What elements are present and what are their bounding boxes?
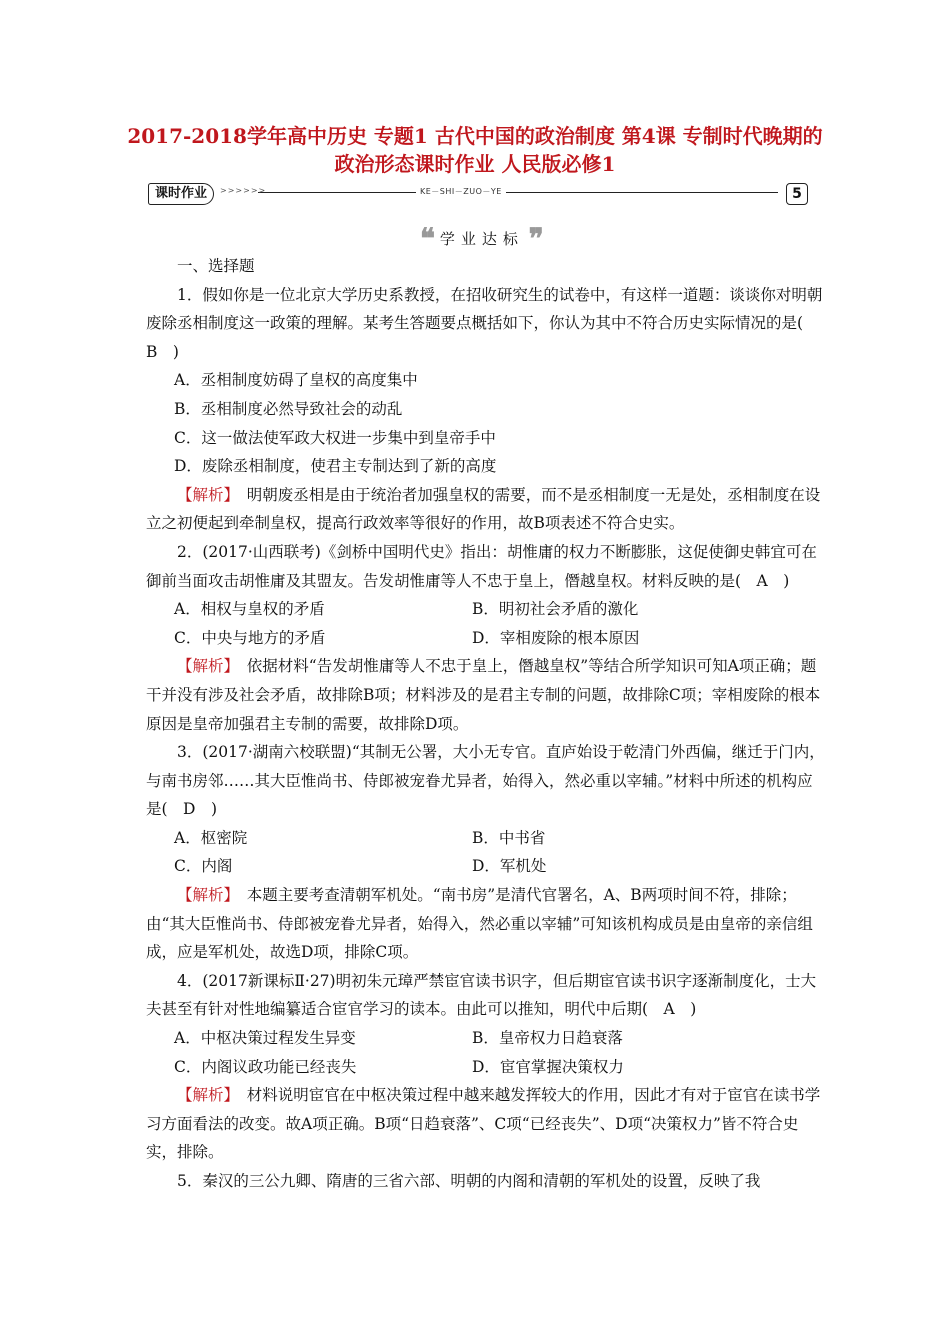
- question-4-option-c: C．内阁议政功能已经丧失: [174, 1057, 357, 1076]
- question-4-options-row-2: [146, 1053, 826, 1082]
- question-3-option-c: C．内阁: [174, 857, 233, 876]
- banner-pinyin: KE－SHI－ZUO－YE: [416, 186, 506, 197]
- question-2-option-b: B．明初社会矛盾的激化: [472, 600, 639, 619]
- question-5-stem: 5．秦汉的三公九卿、隋唐的三省六部、明朝的内阁和清朝的军机处的设置，反映了我: [177, 1172, 761, 1190]
- document-title: 2017-2018学年高中历史 专题1 古代中国的政治制度 第4课 专制时代晚期的政治形态课时作业 人民版必修1: [127, 124, 823, 176]
- banner-number: 5: [786, 183, 808, 205]
- question-2-analysis-text: 依据材料“告发胡惟庸等人不忠于皇上，僭越皇权”等结合所学知识可知A项正确；题干并没有涉及社会矛盾，故排除B项；材料涉及的是君主专制的问题，故排除C项；宰相废除的根本原因是皇帝加强君主专制的需要，故排除D项。: [146, 657, 821, 733]
- banner-rule: [258, 192, 778, 193]
- question-2-option-c: C．中央与地方的矛盾: [174, 628, 326, 647]
- analysis-label: 【解析】: [177, 485, 232, 504]
- question-4-analysis: [146, 1081, 826, 1167]
- question-2-option-d: D．宰相废除的根本原因: [472, 628, 640, 647]
- question-1-stem: 1．假如你是一位北京大学历史系教授，在招收研究生的试卷中，有这样一道题：谈谈你对明朝废除丞相制度这一政策的理解。某考生答题要点概括如下，你认为其中不符合历史实际情况的是( B ): [146, 285, 823, 361]
- question-3-option-d: D．军机处: [472, 857, 547, 876]
- question-1-option-d: D．废除丞相制度，使君主专制达到了新的高度: [174, 457, 497, 476]
- question-3-option-a: A．枢密院: [174, 828, 248, 847]
- open-quote-icon: ❝: [420, 222, 436, 255]
- section-heading: [420, 222, 544, 255]
- question-2-analysis: [146, 652, 826, 738]
- question-2-stem: 2．(2017·山西联考)《剑桥中国明代史》指出：胡惟庸的权力不断膨胀，这促使御史韩宜可在御前当面攻击胡惟庸及其盟友。告发胡惟庸等人不忠于皇上，僭越皇权。材料反映的是( A ): [146, 542, 817, 590]
- question-1-option-c: C．这一做法使军政大权进一步集中到皇帝手中: [174, 428, 496, 447]
- question-3-options-row-1: [146, 824, 826, 853]
- question-2-option-a: A．相权与皇权的矛盾: [174, 600, 325, 619]
- banner-arrows: >>>>>>: [220, 186, 267, 195]
- question-3-analysis-text: 本题主要考查清朝军机处。“南书房”是清代官署名，A、B两项时间不符，排除；由“其大臣惟尚书、侍郎被宠眷尤异者，始得入，然必重以宰辅”可知该机构成员是由皇帝的亲信组成，应是军机处，故选D项，排除C项。: [146, 886, 813, 962]
- question-4-option-b: B．皇帝权力日趋衰落: [472, 1029, 623, 1048]
- question-2-options-row-1: [146, 595, 826, 624]
- content: [146, 252, 826, 1196]
- section-label: 学业达标: [439, 230, 524, 248]
- question-3-options-row-2: [146, 852, 826, 881]
- question-4-analysis-text: 材料说明宦官在中枢决策过程中越来越发挥较大的作用，因此才有对于宦官在读书学习方面看法的改变。故A项正确。B项“日趋衰落”、C项“已经丧失”、D项“决策权力”皆不符合史实，排除。: [146, 1086, 821, 1162]
- close-quote-icon: ❞: [528, 222, 544, 255]
- question-4-option-d: D．宦官掌握决策权力: [472, 1057, 624, 1076]
- homework-banner: [148, 183, 808, 205]
- analysis-label: 【解析】: [177, 1086, 232, 1105]
- question-1-analysis: [146, 481, 826, 538]
- question-4-option-a: A．中枢决策过程发生异变: [174, 1029, 356, 1048]
- question-1-option-b: B．丞相制度必然导致社会的动乱: [174, 399, 403, 418]
- question-1-analysis-text: 明朝废丞相是由于统治者加强皇权的需要，而不是丞相制度一无是处，丞相制度在设立之初便起到牵制皇权，提高行政效率等很好的作用，故B项表述不符合史实。: [146, 485, 821, 533]
- banner-tag: 课时作业: [148, 183, 214, 205]
- question-3-stem: 3．(2017·湖南六校联盟)“其制无公署，大小无专官。直庐始设于乾清门外西偏，继迁于门内，与南书房邻……其大臣惟尚书、侍郎被宠眷尤异者，始得入，然必重以宰辅。”材料中所述的机构应是( D ): [146, 743, 825, 819]
- part-heading: 一、选择题: [177, 257, 255, 275]
- question-3-analysis: [146, 881, 826, 967]
- analysis-label: 【解析】: [177, 657, 232, 676]
- question-4-options-row-1: [146, 1024, 826, 1053]
- question-1-option-a: A．丞相制度妨碍了皇权的高度集中: [174, 371, 418, 390]
- question-2-options-row-2: [146, 624, 826, 653]
- question-4-stem: 4．(2017新课标Ⅱ·27)明初朱元璋严禁宦官读书识字，但后期宦官读书识字逐渐制度化，士大夫甚至有针对性地编纂适合宦官学习的读本。由此可以推知，明代中后期( A ): [146, 971, 817, 1019]
- analysis-label: 【解析】: [177, 886, 232, 905]
- question-3-option-b: B．中书省: [472, 828, 546, 847]
